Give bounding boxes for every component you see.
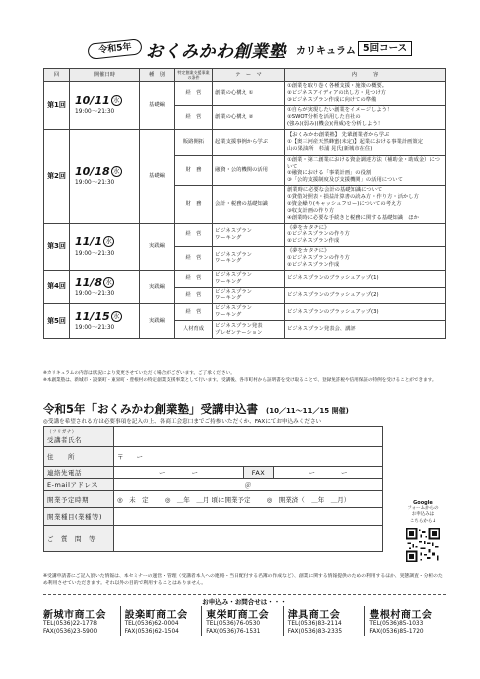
- chamber-item: [120, 606, 202, 636]
- furigana-label: （フリガナ）: [47, 430, 77, 435]
- table-row: [44, 270, 446, 287]
- content-cell: ビジネスプラン発表会、講評: [285, 321, 446, 339]
- session-date: [70, 82, 140, 129]
- content-cell: 《夢をカタチに》 ①ビジネスプランの作り方 ②ビジネスプラン作成: [285, 223, 446, 247]
- session-date: [70, 129, 140, 223]
- email-label: E-mailアドレス: [44, 479, 114, 491]
- chamber-name: 設楽町商工会: [124, 610, 188, 621]
- seminar-title: おくみかわ創業塾: [146, 42, 286, 62]
- qr-code-icon[interactable]: [406, 528, 440, 562]
- session-time: 19:00～21:30: [75, 290, 115, 297]
- chamber-name: 豊根村商工会: [369, 610, 433, 621]
- table-row: [44, 304, 446, 321]
- chamber-fax: FAX(0536)62-1504: [124, 628, 179, 635]
- fax-value: ー ー: [308, 469, 348, 477]
- session-time: 19:00～21:30: [75, 109, 115, 116]
- chamber-name: 東栄町商工会: [206, 610, 270, 621]
- condition-cell: 人材育成: [175, 321, 213, 339]
- header-cell: 内 容: [285, 69, 446, 82]
- content-cell: ビジネスプランのブラッシュアップ(2): [285, 287, 446, 304]
- chamber-list: [43, 606, 446, 636]
- condition-cell: 経 営: [175, 270, 213, 287]
- email-field[interactable]: [114, 479, 383, 491]
- start-option-done[interactable]: ◎ 開業済（ ＿年 ＿月）: [266, 495, 351, 504]
- business-type-field[interactable]: [114, 508, 383, 526]
- theme-cell: ビジネスプラン ワーキング: [213, 287, 285, 304]
- content-cell: 【おくみかわ創業塾】 先輩創業者から学ぶ ①【奥三河産天然蜂蜜(未定)】起業における事業計画策定 山の果油所 杉浦 晃氏(新城市在住): [285, 129, 446, 155]
- chamber-tel: TEL(0536)76-0530: [206, 621, 261, 627]
- theme-cell: ビジネスプラン ワーキング: [213, 223, 285, 247]
- content-cell: ビジネスプランのブラッシュアップ(3): [285, 304, 446, 321]
- qr-block: [396, 500, 450, 562]
- table-header-row: [44, 69, 446, 82]
- content-cell: ①自らが実現したい創業をイメージしよう！ ②SWOT分析を活用した自社の (強み)(弱み)(機会)(脅威)を分析しよう！: [285, 106, 446, 130]
- session-kind: 基礎編: [140, 82, 175, 129]
- content-cell: 創業時に必要な会計の基礎知識について ①貸借対照表・損益計算書の読み方・作り方・活かし方 ②資金繰り(キャッシュフロー)についての考え方 ③収支計画の作り方 ④創業時に必要な手続きと税務に関する基礎知識 ほか: [285, 186, 446, 223]
- date-value: 11/15: [75, 309, 110, 323]
- chamber-item: [43, 606, 120, 636]
- theme-cell: ビジネスプラン発表 プレゼンテーション: [213, 321, 285, 339]
- content-cell: ①創業・第二創業における資金調達方法（補助金・助成金）について ②融資における「事業計画」の役割 ③「公的支援制度及び支援機関」の活用について: [285, 155, 446, 186]
- session-number: 第5回: [44, 304, 70, 339]
- header-cell: 開催日時: [70, 69, 140, 82]
- weekday-badge: 水: [103, 236, 114, 247]
- note-line: ※本創業塾は、新城市・設楽町・東栄町・豊根村の特定創業支援事業として行います。受講後、各市町村から証明書を受け取ることで、登録免許税や信用保証の特例を受けることができます。: [43, 378, 437, 384]
- start-options: [114, 491, 383, 508]
- session-date: [70, 223, 140, 270]
- theme-cell: 会計・税務の基礎知識: [213, 186, 285, 223]
- session-date: [70, 270, 140, 304]
- weekday-badge: 水: [111, 95, 122, 106]
- curriculum-label: カリキュラム: [296, 46, 356, 57]
- header-cell: テ ー マ: [213, 69, 285, 82]
- condition-cell: 財 務: [175, 155, 213, 186]
- theme-cell: 創業の心構え ①: [213, 82, 285, 106]
- document-header: [88, 38, 428, 60]
- condition-cell: 販路開拓: [175, 129, 213, 155]
- fax-field[interactable]: [274, 467, 383, 479]
- application-title-text: 令和5年「おくみかわ創業塾」受講申込書: [43, 402, 258, 416]
- chamber-item: [283, 606, 365, 636]
- start-option-planned[interactable]: ◎ ＿年 ＿月 頃に開業予定: [164, 495, 251, 504]
- session-number: 第4回: [44, 270, 70, 304]
- phone-field[interactable]: [114, 467, 244, 479]
- application-instruction: ◎受講を希望される方は必要事項を記入の上、各商工会窓口までご持参いただくか、FAXにてお申込みください: [43, 419, 322, 425]
- fax-label: FAX: [244, 467, 274, 479]
- name-field[interactable]: [114, 427, 383, 447]
- table-row: [44, 82, 446, 106]
- privacy-note: ※受講申請書にご記入頂いた情報は、本セミナーの運営・管理（受講者本人への連絡・当日配付する名簿の作成など）、創業に関する情報提供のための利用するほか、実態調査・分析のため利用させていただきます。それ以外の目的で利用することはありません。: [43, 574, 443, 587]
- condition-cell: 経 営: [175, 304, 213, 321]
- chamber-fax: FAX(0536)76-1531: [206, 628, 261, 635]
- session-time: 19:00～21:30: [75, 250, 115, 257]
- start-option-undecided[interactable]: ◎ 未 定: [117, 495, 149, 504]
- qr-caption: フォームからの お申込みは こちらから↓: [407, 506, 439, 524]
- chamber-name: 津具商工会: [287, 610, 341, 621]
- chamber-item: [201, 606, 283, 636]
- content-cell: ①創業を取り巻く各種支援・施策の概要。 ②ビジネスアイディアの出し方・見つけ方 ③ビジネスプラン作成に向けての準備: [285, 82, 446, 106]
- address-label: 住 所: [44, 447, 114, 467]
- application-title: [43, 401, 349, 417]
- chamber-fax: FAX(0536)83-2335: [287, 628, 343, 635]
- application-form: [43, 426, 383, 552]
- weekday-badge: 水: [111, 311, 122, 322]
- condition-cell: 経 営: [175, 247, 213, 271]
- notes: [43, 370, 446, 385]
- condition-cell: 経 営: [175, 223, 213, 247]
- theme-cell: 融資・公的機関の活用: [213, 155, 285, 186]
- header-cell: 特定創業支援事業の条件: [175, 69, 213, 82]
- chamber-item: [364, 606, 446, 636]
- session-number: 第3回: [44, 223, 70, 270]
- contact-heading: お申込み・お問合せは・・・: [43, 594, 446, 606]
- theme-cell: 創業の心構え ②: [213, 106, 285, 130]
- session-number: 第1回: [44, 82, 70, 129]
- chamber-name: 新城市商工会: [43, 610, 106, 621]
- session-kind: 実践編: [140, 270, 175, 304]
- condition-cell: 財 務: [175, 186, 213, 223]
- email-at: ＠: [244, 481, 252, 489]
- theme-cell: ビジネスプラン ワーキング: [213, 270, 285, 287]
- postal-prefix: 〒 ー: [117, 453, 143, 461]
- header-cell: 種 別: [140, 69, 175, 82]
- session-number: 第2回: [44, 129, 70, 223]
- date-value: 10/18: [75, 164, 110, 178]
- header-cell: 回: [44, 69, 70, 82]
- name-label: [44, 427, 114, 447]
- date-value: 10/11: [75, 94, 110, 108]
- year-badge: 令和5年: [87, 38, 142, 60]
- session-time: 19:00～21:30: [75, 179, 115, 186]
- chamber-tel: TEL(0536)83-2114: [287, 621, 342, 627]
- business-type-label: 開業種目(業種等): [44, 508, 114, 526]
- chamber-fax: FAX(0536)85-1720: [369, 628, 424, 635]
- note-line: ※カリキュラムの内容は状況により変更させていただく場合がございます。ご了承ください。: [43, 371, 235, 376]
- content-cell: 《夢をカタチに》 ①ビジネスプランの作り方 ②ビジネスプラン作成: [285, 247, 446, 271]
- chamber-fax: FAX(0536)23-5900: [43, 628, 98, 635]
- condition-cell: 経 営: [175, 82, 213, 106]
- course-label: 5回コース: [358, 41, 412, 56]
- session-time: 19:00～21:30: [75, 325, 115, 331]
- session-date: [70, 304, 140, 339]
- session-kind: 実践編: [140, 223, 175, 270]
- date-value: 11/1: [75, 235, 102, 249]
- address-field[interactable]: [114, 447, 383, 467]
- table-row: [44, 129, 446, 155]
- application-period: (10／11～11／15 開催): [266, 407, 349, 415]
- session-kind: 基礎編: [140, 129, 175, 223]
- theme-cell: 起業支援事例から学ぶ: [213, 129, 285, 155]
- question-label: ご 質 問 等: [44, 526, 114, 552]
- date-value: 11/8: [75, 275, 102, 289]
- session-kind: 実践編: [140, 304, 175, 339]
- condition-cell: 経 営: [175, 106, 213, 130]
- name-label-text: 受講者氏名: [47, 436, 82, 444]
- chamber-tel: TEL(0536)62-0004: [124, 621, 179, 627]
- theme-cell: ビジネスプラン ワーキング: [213, 247, 285, 271]
- weekday-badge: 水: [103, 277, 114, 288]
- content-cell: ビジネスプランのブラッシュアップ(1): [285, 270, 446, 287]
- start-label: 開業予定時期: [44, 491, 114, 508]
- phone-value: ー ー: [159, 469, 198, 477]
- curriculum-table: [43, 68, 446, 339]
- condition-cell: 経 営: [175, 287, 213, 304]
- weekday-badge: 水: [111, 166, 122, 177]
- chamber-tel: TEL(0536)22-1778: [43, 621, 97, 627]
- chamber-tel: TEL(0536)85-1033: [369, 621, 424, 627]
- table-row: [44, 223, 446, 247]
- qr-head: Google: [413, 500, 433, 506]
- theme-cell: ビジネスプラン ワーキング: [213, 304, 285, 321]
- phone-label: 連絡先電話: [44, 467, 114, 479]
- question-field[interactable]: [114, 526, 383, 552]
